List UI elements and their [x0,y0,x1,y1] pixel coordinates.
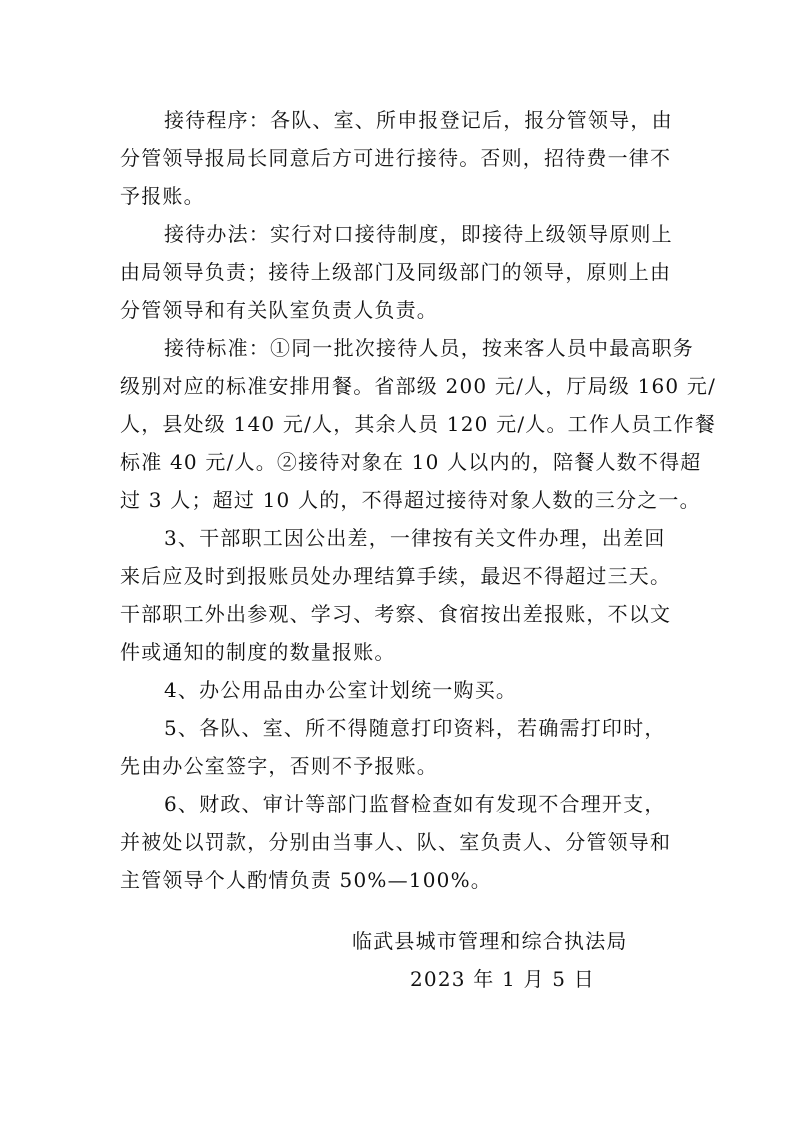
signature-organization: 临武县城市管理和综合执法局 [352,929,628,953]
paragraph-line: 来后应及时到报账员处办理结算手续，最迟不得超过三天。 [120,564,672,588]
paragraph-line: 件或通知的制度的数量报账。 [120,640,396,664]
paragraph-line: 由局领导负责；接待上级部门及同级部门的领导，原则上由 [120,260,672,284]
paragraph-line: 接待程序：各队、室、所申报登记后，报分管领导，由 [164,108,673,132]
paragraph-line: 予报账。 [120,184,205,208]
signature-date: 2023 年 1 月 5 日 [410,967,595,991]
paragraph-line: 主管领导个人酌情负责 50%—100%。 [120,868,492,892]
paragraph-line: 接待标准：①同一批次接待人员，按来客人员中最高职务 [164,336,694,360]
paragraph-line: 人，县处级 140 元/人，其余人员 120 元/人。工作人员工作餐 [120,412,717,436]
paragraph-line: 并被处以罚款，分别由当事人、队、室负责人、分管领导和 [120,830,672,854]
paragraph-line: 5、各队、室、所不得随意打印资料，若确需打印时， [164,716,666,740]
paragraph-line: 过 3 人；超过 10 人的，不得超过接待对象人数的三分之一。 [120,488,701,512]
paragraph-line: 标准 40 元/人。②接待对象在 10 人以内的，陪餐人数不得超 [120,450,702,474]
paragraph-line: 6、财政、审计等部门监督检查如有发现不合理开支， [164,792,666,816]
paragraph-line: 分管领导和有关队室负责人负责。 [120,298,438,322]
paragraph-line: 4、办公用品由办公室计划统一购买。 [164,678,518,702]
paragraph-line: 接待办法：实行对口接待制度，即接待上级领导原则上 [164,222,673,246]
paragraph-line: 3、干部职工因公出差，一律按有关文件办理，出差回 [164,526,666,550]
paragraph-line: 先由办公室签字，否则不予报账。 [120,754,438,778]
paragraph-line: 分管领导报局长同意后方可进行接待。否则，招待费一律不 [120,146,672,170]
paragraph-line: 干部职工外出参观、学习、考察、食宿按出差报账，不以文 [120,602,672,626]
paragraph-line: 级别对应的标准安排用餐。省部级 200 元/人，厅局级 160 元/ [120,374,717,398]
